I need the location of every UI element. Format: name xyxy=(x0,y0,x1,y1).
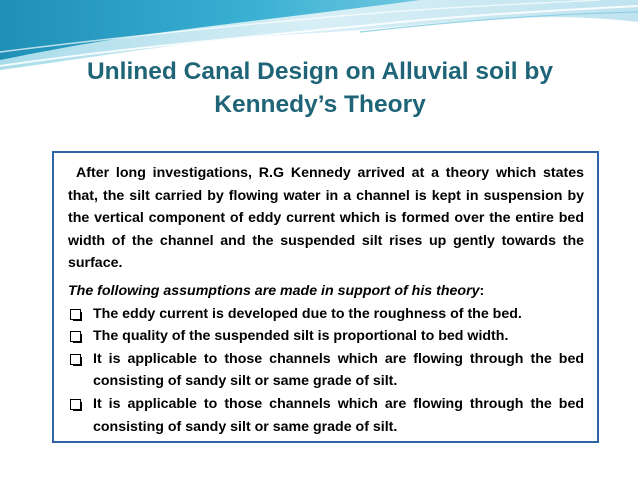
list-item-text: It is applicable to those channels which are flowing through the bed consisting of sandy silt or same grade of silt. xyxy=(93,395,584,435)
list-item-text: It is applicable to those channels which are flowing through the bed consisting of sandy silt or same grade of silt. xyxy=(93,350,584,390)
content-box xyxy=(52,151,599,443)
list-item xyxy=(68,303,584,326)
content-body xyxy=(68,162,584,438)
title-line-1: Unlined Canal Design on Alluvial soil by xyxy=(86,58,554,85)
list-item-text: The quality of the suspended silt is proportional to bed width. xyxy=(93,328,509,345)
assumptions-heading-colon: : xyxy=(479,282,485,299)
checkbox-square-icon xyxy=(70,309,81,320)
list-item xyxy=(68,325,584,348)
checkbox-square-icon xyxy=(70,354,81,365)
list-item-text: The eddy current is developed due to the roughness of the bed. xyxy=(93,305,522,322)
assumptions-heading xyxy=(68,280,584,303)
list-item xyxy=(68,348,584,393)
slide-title xyxy=(40,55,600,121)
intro-paragraph: After long investigations, R.G Kennedy arrived at a theory which states that, the silt carried by flowing water in a channel is kept in suspension by the vertical component of eddy current which is formed over the entire bed width of the channel and the suspended silt rises up gently towards the surface. xyxy=(68,165,584,272)
checkbox-square-icon xyxy=(70,331,81,342)
title-line-2: Kennedy’s Theory xyxy=(214,91,426,118)
list-item xyxy=(68,393,584,438)
checkbox-square-icon xyxy=(70,399,81,410)
assumptions-list xyxy=(68,303,584,439)
assumptions-heading-text: The following assumptions are made in support of his theory xyxy=(68,282,480,299)
